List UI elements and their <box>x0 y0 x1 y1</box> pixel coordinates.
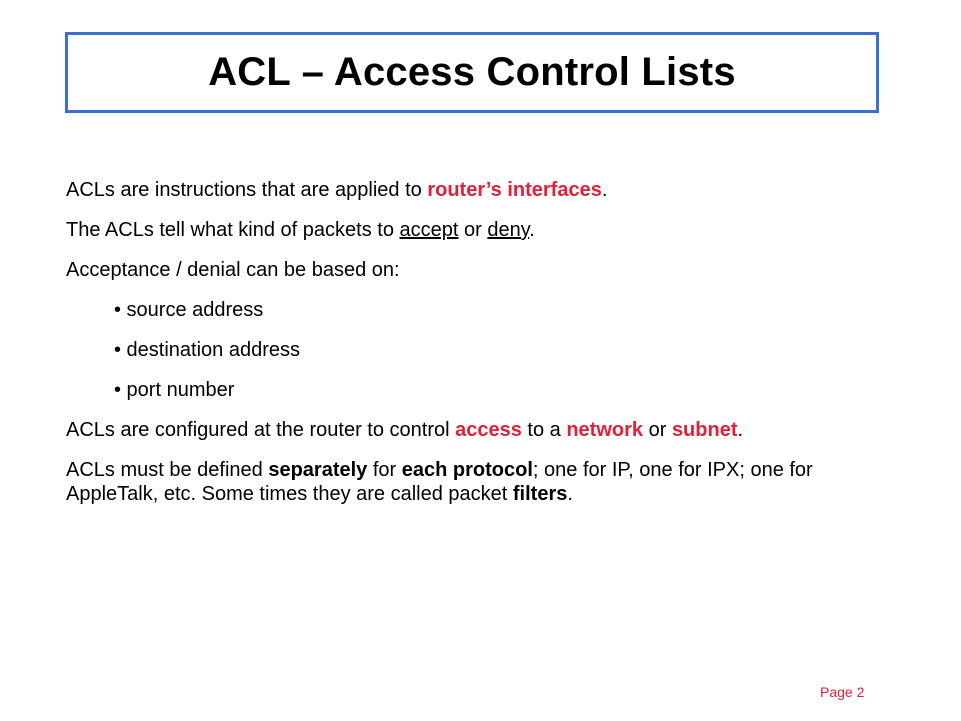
bullet-destination-address: • destination address <box>114 339 301 361</box>
title-box <box>65 32 879 113</box>
p4-network: network <box>566 419 644 441</box>
p4-to: to a <box>521 419 567 441</box>
slide-title: ACL – Access Control Lists <box>208 50 736 94</box>
p2-end: . <box>529 219 535 241</box>
bullet-port-number: • port number <box>114 379 235 401</box>
p2-text: The ACLs tell what kind of packets to <box>66 219 400 241</box>
paragraph-1 <box>66 178 896 202</box>
p5-t1: ACLs must be defined <box>66 459 269 481</box>
p1-highlight: router’s interfaces <box>427 179 602 201</box>
paragraph-5 <box>66 458 896 506</box>
paragraph-3: Acceptance / denial can be based on: <box>66 259 400 281</box>
p4-text: ACLs are configured at the router to control <box>66 419 456 441</box>
p4-or: or <box>643 419 672 441</box>
p2-mid: or <box>458 219 488 241</box>
p4-end: . <box>737 419 744 441</box>
p5-t3: ; one for IP, one for IPX; one for AppleTalk, etc. Some times they are called packet <box>66 459 813 505</box>
bullet-source-address: • source address <box>114 299 264 321</box>
p4-access: access <box>455 419 522 441</box>
p5-filters: filters <box>512 483 568 505</box>
p5-t2: for <box>367 459 402 481</box>
page-number: Page 2 <box>820 684 865 700</box>
p5-separately: separately <box>268 459 368 481</box>
p1-text: ACLs are instructions that are applied to <box>66 179 428 201</box>
paragraph-4 <box>66 418 896 442</box>
p1-end: . <box>601 179 608 201</box>
slide-body <box>66 178 896 522</box>
p2-accept: accept <box>399 219 459 241</box>
p5-t4: . <box>567 483 573 505</box>
p4-subnet: subnet <box>671 419 738 441</box>
paragraph-2 <box>66 218 896 242</box>
p2-deny: deny <box>487 219 530 241</box>
p5-each-protocol: each protocol <box>401 459 533 481</box>
